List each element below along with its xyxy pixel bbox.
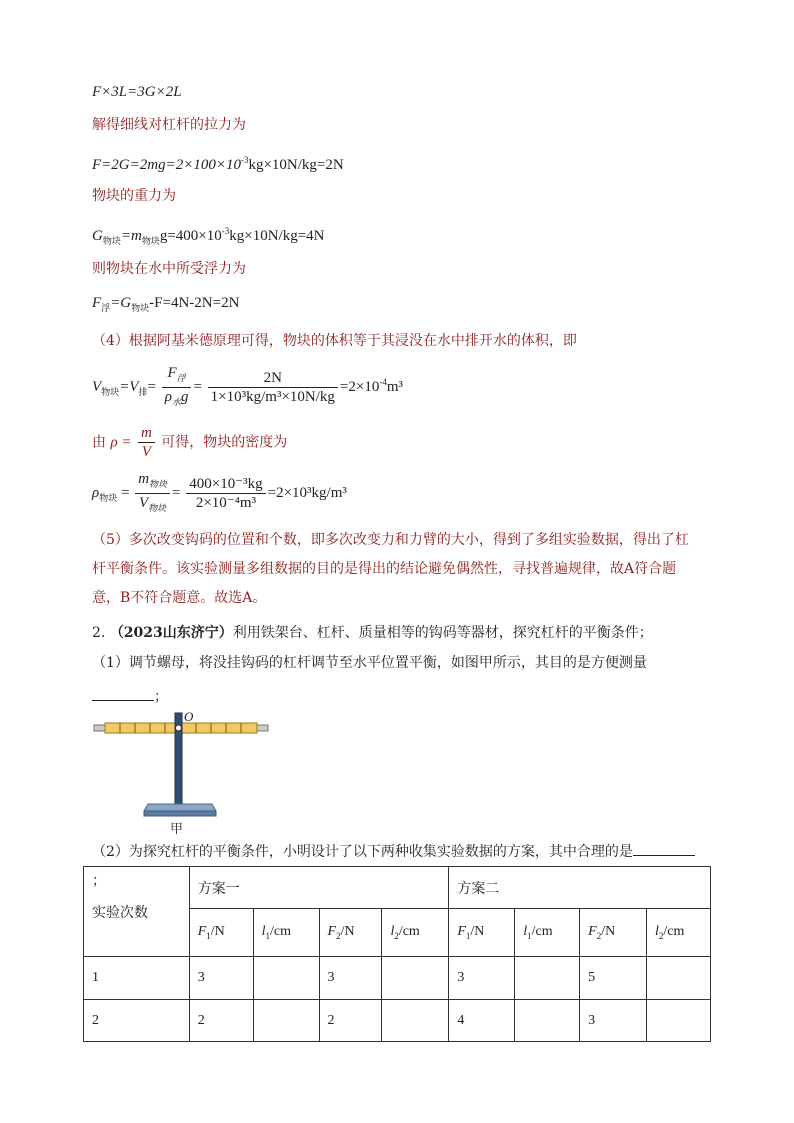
lever-figure — [90, 708, 280, 844]
row2-p2-l2 — [647, 1000, 711, 1042]
density-post: 可得，物块的密度为 — [161, 434, 288, 451]
question2-sub1 — [92, 649, 702, 678]
right-nut — [256, 725, 268, 731]
q2-sub2-text: （2）为探究杠杆的平衡条件，小明设计了以下两种收集实验数据的方案，其中合理的是 — [92, 844, 633, 860]
equation-weight — [92, 221, 325, 251]
equation-pull — [92, 150, 344, 175]
eq5-Vp: =V — [119, 378, 139, 395]
eq6-den1: V — [139, 495, 149, 511]
text-part4: （4）根据阿基米德原理可得，物块的体积等于其浸没在水中排开水的体积，即 — [92, 333, 577, 349]
eq6-den1-sub: 物块 — [148, 503, 167, 513]
eq5-frac1 — [162, 364, 192, 411]
density-m: m — [138, 424, 155, 443]
header-trial-count: 实验次数 — [84, 867, 190, 957]
row1-p1-l2 — [382, 957, 449, 1000]
equation-volume: $V_{物块}=V_排=$ $\frac{F_浮}{\rho_水g}$ = $\frac{2N}{\text{1×10³kg/m³×10N/kg}}$ $=2\times 10^{-4}m^3$ — [92, 364, 403, 411]
col-p2-l1: $l_1/cm$ — [515, 909, 580, 957]
density-V: V — [141, 444, 151, 460]
eq3-m: =m — [120, 228, 142, 244]
eq5-den1b: g — [180, 389, 189, 405]
col-p2-F2: $F_2/N$ — [580, 909, 647, 957]
eq5-sub-pai: 排 — [138, 386, 148, 397]
eq5-sub-block: 物块 — [101, 386, 120, 397]
eq6-frac2 — [186, 475, 265, 512]
header-plan2: 方案二 — [449, 867, 711, 909]
stand-base — [144, 811, 216, 816]
row2-p1-F2: 2 — [319, 1000, 382, 1042]
eq5-num1: F — [167, 365, 177, 381]
row1-p2-F2: 5 — [580, 957, 647, 1000]
eq4-sub2: 物块 — [131, 303, 150, 313]
q2-sub1-end: ； — [154, 689, 168, 705]
answer-blank-1[interactable] — [92, 686, 154, 701]
q2-sub1-text: （1）调节螺母，将没挂钩码的杠杆调节至水平位置平衡，如图甲所示，其目的是方便测量 — [92, 655, 647, 671]
density-rho: ρ = — [110, 434, 132, 451]
row1-p2-F1: 3 — [449, 957, 515, 1000]
eq3-sub2: 物块 — [141, 236, 160, 246]
row2-p1-l1 — [253, 1000, 319, 1042]
eq3-sub1: 物块 — [102, 236, 121, 246]
eq6-num1: m — [138, 471, 150, 487]
text-density-intro — [92, 424, 287, 461]
text-buoyancy-intro: 则物块在水中所受浮力为 — [92, 261, 246, 277]
eq3-G: G — [92, 228, 103, 244]
question2-stem — [92, 619, 702, 648]
eq6-num2: 400×10⁻³kg — [186, 475, 265, 494]
eq5-den1a: ρ — [164, 389, 172, 405]
col-p1-F1: $F_1/N$ — [189, 909, 253, 957]
eq3-exp: -3 — [221, 226, 230, 236]
row2-p2-F2: 3 — [580, 1000, 647, 1042]
plan-table — [83, 866, 711, 1042]
col-p1-l2: $l_2/cm$ — [382, 909, 449, 957]
eq5-num2: 2N — [208, 369, 338, 388]
row1-p1-F2: 3 — [319, 957, 382, 1000]
eq5-num1-sub: 浮 — [176, 373, 186, 383]
table-row — [84, 1000, 711, 1042]
eq2-lhs: F=2G=2mg=2×100×10 — [92, 157, 241, 173]
row2-p1-l2 — [382, 1000, 449, 1042]
eq5-den1-sub: 水 — [171, 397, 181, 407]
row2-p2-l1 — [515, 1000, 580, 1042]
answer-blank-2[interactable] — [633, 841, 695, 856]
eq5-frac2 — [208, 369, 338, 406]
table-header-row — [84, 867, 711, 909]
row1-p2-l1 — [515, 957, 580, 1000]
figure-caption: 甲 — [170, 822, 184, 837]
equation-buoyancy — [92, 293, 239, 318]
eq6-res: =2×10³kg/m³ — [267, 484, 347, 501]
eq5-den2: 1×10³kg/m³×10N/kg — [210, 389, 335, 405]
eq4-sub: 浮 — [101, 303, 111, 313]
table-row — [84, 957, 711, 1000]
density-frac — [138, 424, 155, 461]
q2-source: （2023山东济宁） — [109, 625, 233, 641]
q2-number: 2. — [92, 625, 106, 641]
col-p2-l2: $l_2/cm$ — [647, 909, 711, 957]
header-plan1: 方案一 — [189, 867, 449, 909]
eq6-den2: 2×10⁻⁴m³ — [195, 495, 257, 511]
col-p1-l1: $l_1/cm$ — [253, 909, 319, 957]
eq4-rhs: -F=4N-2N=2N — [149, 295, 240, 311]
eq6-frac1 — [135, 470, 170, 517]
pivot-point — [176, 725, 182, 731]
text-weight-intro: 物块的重力为 — [92, 188, 176, 204]
eq4-F: F — [92, 295, 102, 311]
eq6-rho: ρ — [92, 484, 100, 501]
row2-p2-F1: 4 — [449, 1000, 515, 1042]
row2-p1-F1: 2 — [189, 1000, 253, 1042]
row1-p1-F1: 3 — [189, 957, 253, 1000]
col-p2-F1: $F_1/N$ — [449, 909, 515, 957]
row2-n: 2 — [84, 1000, 190, 1042]
stand-base-top — [144, 804, 216, 811]
col-p1-F2: $F_2/N$ — [319, 909, 382, 957]
eq3-rhs: kg×10N/kg=4N — [229, 228, 325, 244]
q2-sub2-end: ； — [92, 873, 106, 889]
density-pre: 由 — [92, 434, 106, 451]
eq2-exp: -3 — [240, 155, 249, 165]
eq5-res-unit: m³ — [386, 378, 403, 395]
eq4-G: =G — [110, 295, 132, 311]
equation-torque: F×3L=3G×2L — [92, 84, 182, 100]
eq6-sub: 物块 — [99, 492, 118, 503]
text-pull-intro: 解得细线对杠杆的拉力为 — [92, 117, 246, 133]
eq5-V: V — [92, 378, 102, 395]
row1-p1-l1 — [253, 957, 319, 1000]
text-part5: （5）多次改变钩码的位置和个数，即多次改变力和力臂的大小，得到了多组实验数据，得出了杠杆平衡条件。该实验测量多组数据的目的是得出的结论避免偶然性，寻找普遍规律，故A符合题意，B不符合题意。故选A。 — [92, 532, 689, 606]
lever-diagram — [90, 708, 280, 840]
eq5-res-exp: -4 — [379, 376, 387, 387]
row1-p2-l2 — [647, 957, 711, 1000]
eq3-mid: g=400×10 — [159, 228, 222, 244]
eq5-res: =2×10 — [339, 378, 380, 395]
q2-stem-text: 利用铁架台、杠杆、质量相等的钩码等器材，探究杠杆的平衡条件； — [232, 625, 653, 641]
eq2-rhs: kg×10N/kg=2N — [248, 157, 344, 173]
equation-density: $\rho_{物块}$ = $\frac{m_{物块}}{V_{物块}}$ = $\frac{\text{400×10⁻³kg}}{\text{2×10⁻⁴m³}}$ =2×10³kg/m³ — [92, 470, 347, 517]
row1-n: 1 — [84, 957, 190, 1000]
left-nut — [94, 725, 106, 731]
eq6-num1-sub: 物块 — [149, 479, 168, 489]
pivot-label: O — [184, 709, 194, 724]
